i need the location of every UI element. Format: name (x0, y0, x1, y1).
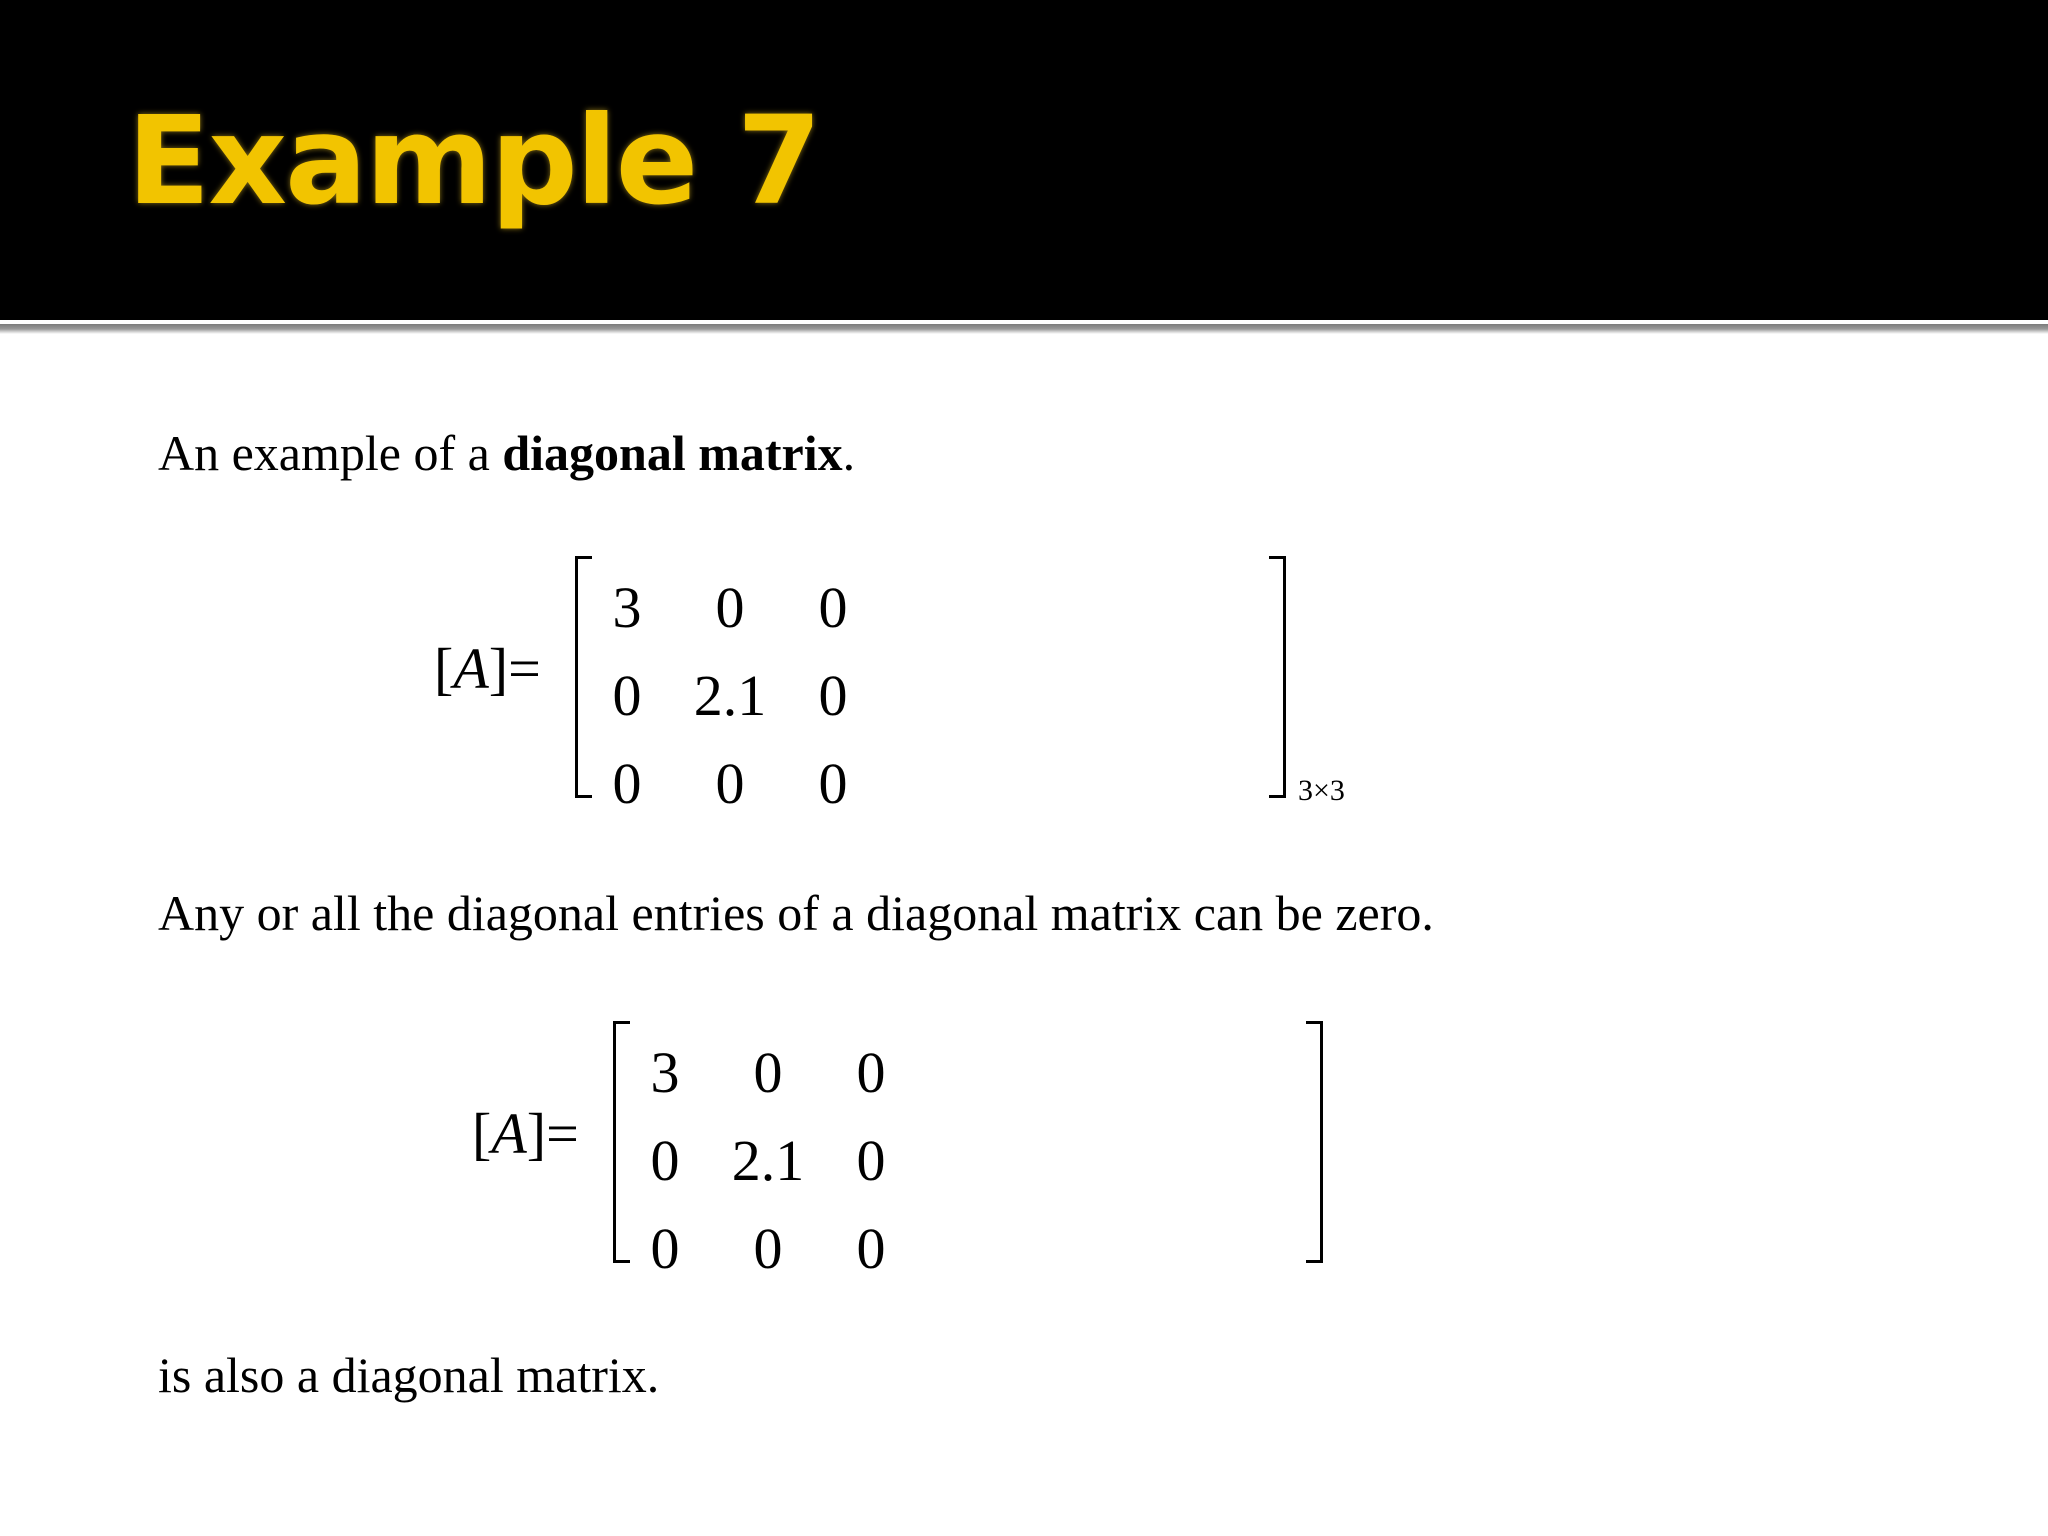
matrix-lhs (472, 1101, 579, 1166)
intro-text: An example of a (158, 425, 503, 481)
matrix-cell: 3 (650, 1040, 680, 1105)
matrix-dimension-subscript: 3×3 (1298, 774, 1345, 807)
lhs-close-bracket: ] (488, 636, 509, 701)
slide-title: Example 7 (127, 90, 820, 232)
matrix-cell: 0 (612, 663, 642, 728)
lhs-variable: A (491, 1101, 527, 1166)
intro-bold-term: diagonal matrix (502, 425, 843, 481)
lhs-close-bracket: ] (526, 1101, 547, 1166)
intro-period: . (842, 425, 856, 481)
matrix-cell: 0 (856, 1040, 886, 1105)
matrix-cell: 0 (753, 1040, 783, 1105)
matrix-grid (594, 564, 866, 828)
matrix-cell: 0 (650, 1128, 680, 1193)
matrix-left-bracket (575, 556, 592, 798)
matrix-cell: 0 (650, 1216, 680, 1281)
closing-paragraph: is also a diagonal matrix. (158, 1347, 660, 1403)
matrix-cell: 0 (612, 751, 642, 816)
matrix-left-bracket (613, 1021, 630, 1263)
equals-sign: = (546, 1101, 579, 1166)
matrix-cell: 0 (715, 575, 745, 640)
matrix-cell: 0 (856, 1128, 886, 1193)
equals-sign: = (508, 636, 541, 701)
matrix-right-bracket (1269, 556, 1286, 798)
zero-diagonal-paragraph: Any or all the diagonal entries of a diagonal matrix can be zero. (158, 885, 1434, 941)
matrix-cell: 0 (715, 751, 745, 816)
matrix-equation-2 (472, 1017, 1032, 1281)
matrix-lhs (434, 636, 541, 701)
matrix-cell: 3 (612, 575, 642, 640)
lhs-open-bracket: [ (472, 1101, 492, 1166)
lhs-variable: A (453, 636, 489, 701)
intro-paragraph (158, 425, 856, 481)
lhs-open-bracket: [ (434, 636, 454, 701)
matrix-equation-1 (434, 552, 1345, 816)
title-bar (0, 0, 2048, 320)
title-divider (0, 320, 2048, 334)
matrix-cell: 0 (818, 575, 848, 640)
matrix-grid (632, 1029, 904, 1293)
matrix-cell: 2.1 (693, 663, 767, 728)
matrix-cell: 0 (856, 1216, 886, 1281)
matrix-cell: 0 (818, 751, 848, 816)
matrix-cell: 0 (753, 1216, 783, 1281)
matrix-right-bracket (1306, 1021, 1323, 1263)
matrix-cell: 2.1 (731, 1128, 805, 1193)
matrix-cell: 0 (818, 663, 848, 728)
